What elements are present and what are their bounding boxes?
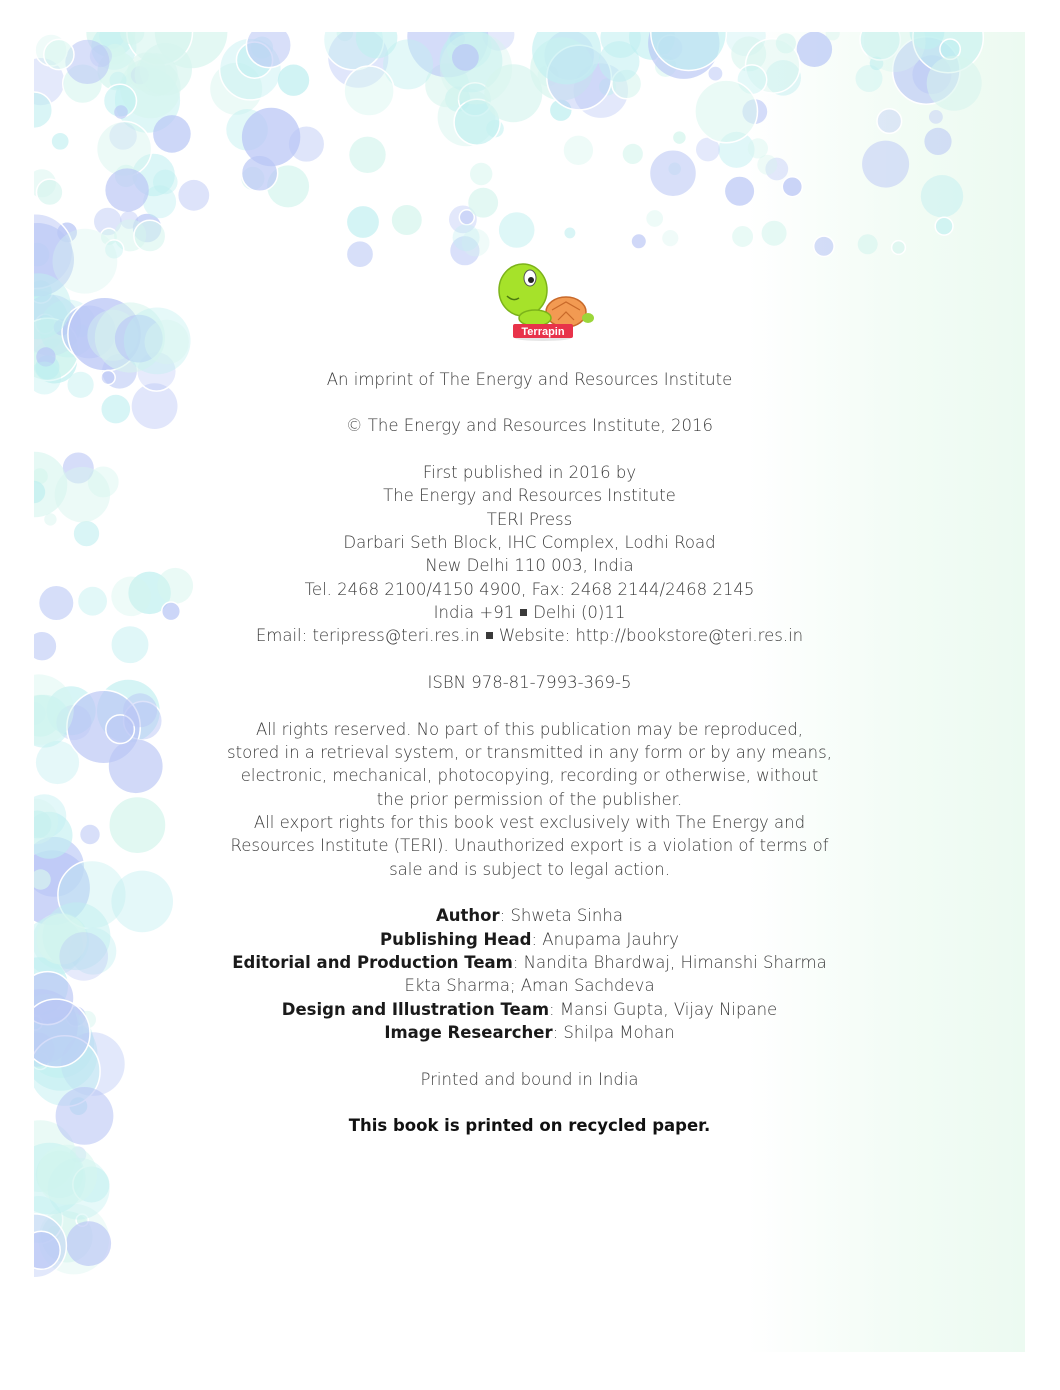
first-published-line: First published in 2016 by xyxy=(422,463,637,482)
rights-line-7: sale and is subject to legal action. xyxy=(389,860,670,879)
terrapin-logo-text: Terrapin xyxy=(521,326,565,338)
credit-editorial-value: : Nandita Bhardwaj, Himanshi Sharma xyxy=(512,953,827,972)
rights-line-6: Resources Institute (TERI). Unauthorized export is a violation of terms of xyxy=(230,836,829,855)
address-line-1: Darbari Seth Block, IHC Complex, Lodhi Road xyxy=(343,533,716,552)
contact-line xyxy=(34,624,1025,647)
rights-line-1: All rights reserved. No part of this publication may be reproduced, xyxy=(255,720,804,739)
credit-design xyxy=(34,998,1025,1021)
rights-line-2: stored in a retrieval system, or transmitted in any form or by any means, xyxy=(227,743,832,762)
separator-square xyxy=(520,609,527,616)
email-text: Email: teripress@teri.res.in xyxy=(255,626,480,645)
recycled-paper-note: This book is printed on recycled paper. xyxy=(348,1116,711,1135)
dial-codes-line xyxy=(34,601,1025,624)
credit-author-value: : Shweta Sinha xyxy=(499,906,623,925)
credit-head-label: Publishing Head xyxy=(380,930,532,949)
copyright-page-content xyxy=(34,32,1025,1352)
website-text: Website: http://bookstore@teri.res.in xyxy=(498,626,804,645)
credit-editorial xyxy=(34,951,1025,974)
rights-line-3: electronic, mechanical, photocopying, recording or otherwise, without xyxy=(240,766,819,785)
page xyxy=(34,32,1025,1352)
india-code: India +91 xyxy=(433,603,515,622)
isbn-line: ISBN 978-81-7993-369-5 xyxy=(427,673,632,692)
rights-line-4: the prior permission of the publisher. xyxy=(376,790,683,809)
delhi-code: Delhi (0)11 xyxy=(533,603,626,622)
credit-image-label: Image Researcher xyxy=(384,1023,553,1042)
address-line-2: New Delhi 110 003, India xyxy=(425,556,634,575)
credit-editorial-continued: Ekta Sharma; Aman Sachdeva xyxy=(404,976,655,995)
credit-editorial-label: Editorial and Production Team xyxy=(232,953,513,972)
tel-fax-line: Tel. 2468 2100/4150 4900, Fax: 2468 2144/2468 2145 xyxy=(304,580,755,599)
terrapin-logo xyxy=(495,252,595,342)
credit-design-label: Design and Illustration Team xyxy=(281,1000,550,1019)
credit-author xyxy=(34,904,1025,927)
copyright-line: © The Energy and Resources Institute, 2016 xyxy=(346,416,713,435)
printed-line: Printed and bound in India xyxy=(420,1070,639,1089)
separator-square xyxy=(486,632,493,639)
credit-head-value: : Anupama Jauhry xyxy=(531,930,679,949)
credit-image-value: : Shilpa Mohan xyxy=(552,1023,675,1042)
credit-author-label: Author xyxy=(436,906,500,925)
credit-design-value: : Mansi Gupta, Vijay Nipane xyxy=(549,1000,778,1019)
rights-line-5: All export rights for this book vest exclusively with The Energy and xyxy=(253,813,806,832)
publisher-org: The Energy and Resources Institute xyxy=(383,486,676,505)
credit-publishing-head xyxy=(34,928,1025,951)
publisher-press: TERI Press xyxy=(486,510,573,529)
credit-image-researcher xyxy=(34,1021,1025,1044)
imprint-line: An imprint of The Energy and Resources Institute xyxy=(326,370,733,389)
